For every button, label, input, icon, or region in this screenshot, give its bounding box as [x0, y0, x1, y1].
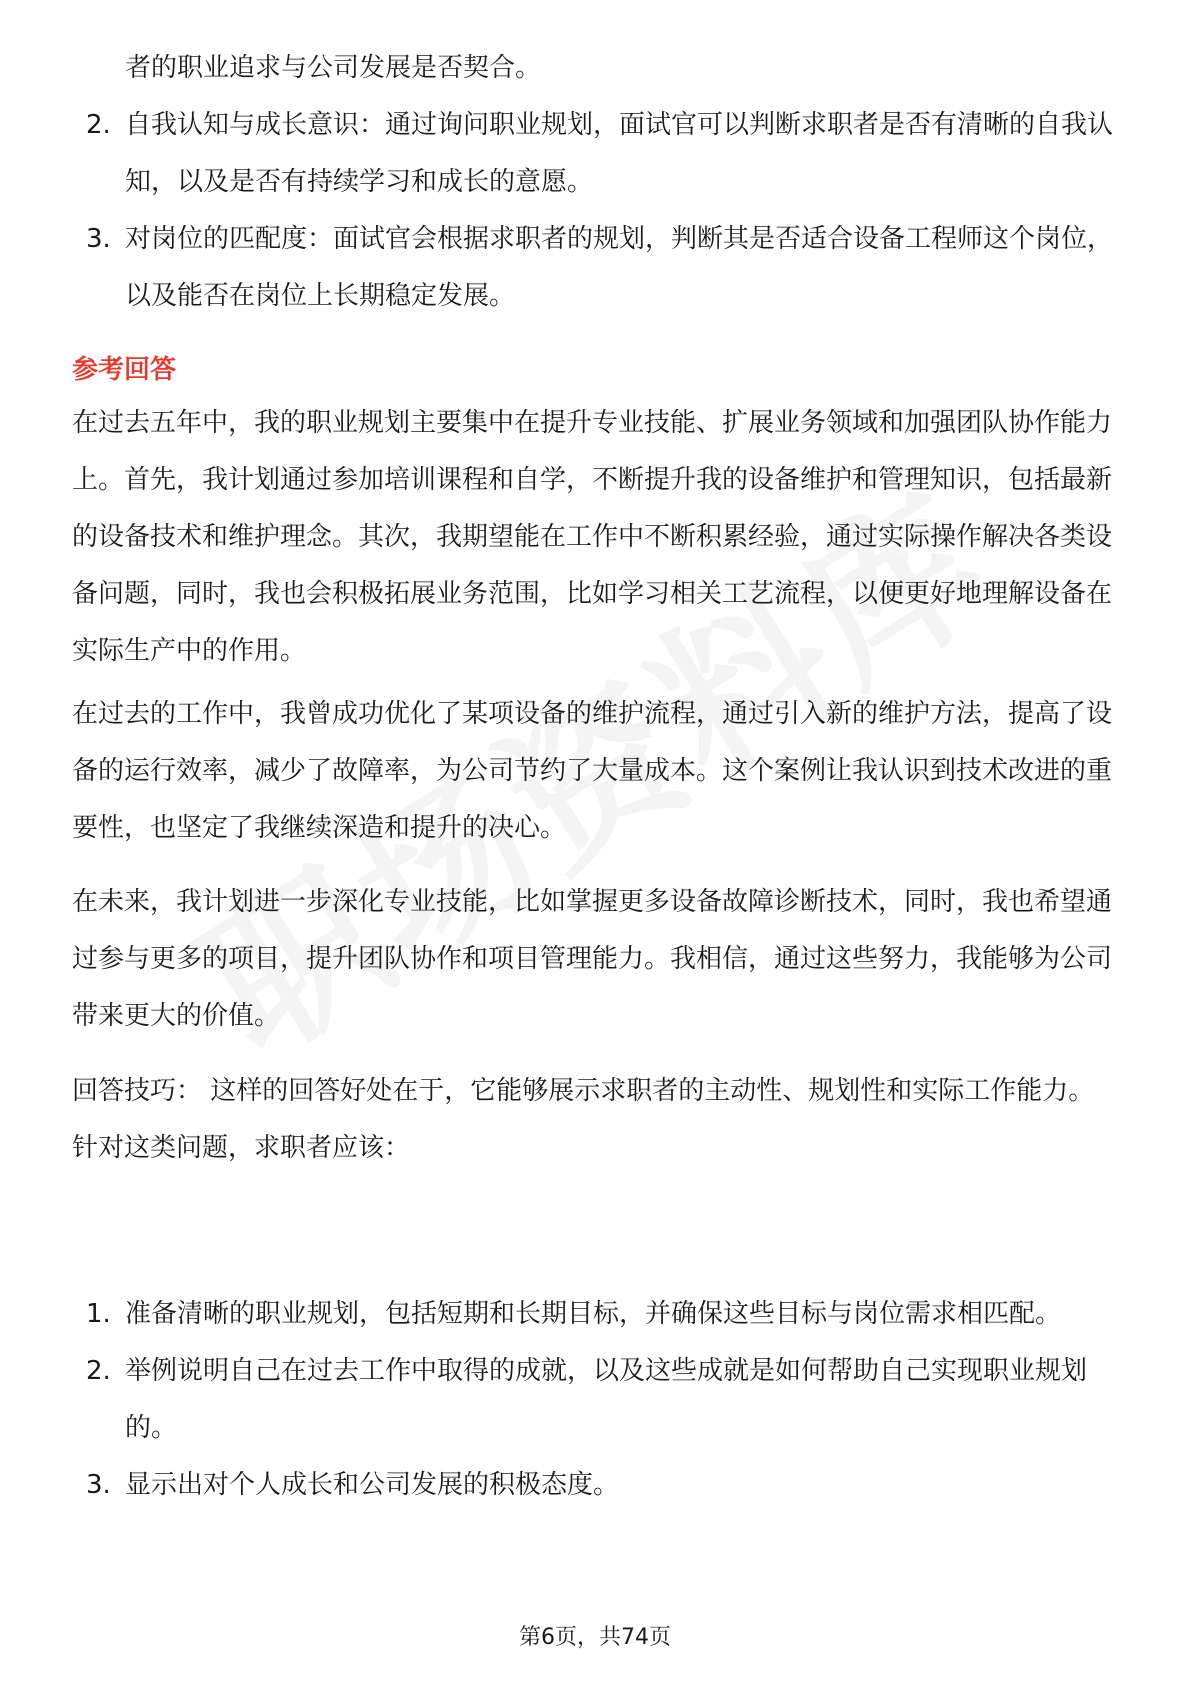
list-number: 1. [86, 1299, 111, 1329]
list-item [72, 1286, 1118, 1343]
answer-paragraph-2: 在过去的工作中，我曾成功优化了某项设备的维护流程，通过引入新的维护方法，提高了设备的运行效率，减少了故障率，为公司节约了大量成本。这个案例让我认识到技术改进的重要性，也坚定了我继续深造和提升的决心。 [72, 699, 1113, 843]
list-number: 3. [86, 224, 111, 254]
list-item-text: 对岗位的匹配度：面试官会根据求职者的规划，判断其是否适合设备工程师这个岗位，以及能否在岗位上长期稳定发展。 [125, 224, 1114, 311]
section-heading: 参考回答 [72, 355, 177, 385]
list-number: 2. [86, 1356, 111, 1386]
answer-paragraph-1: 在过去五年中，我的职业规划主要集中在提升专业技能、扩展业务领域和加强团队协作能力上。首先，我计划通过参加培训课程和自学，不断提升我的设备维护和管理知识，包括最新的设备技术和维护理念。其次，我期望能在工作中不断积累经验，通过实际操作解决各类设备问题，同时，我也会积极拓展业务范围，比如学习相关工艺流程，以便更好地理解设备在实际生产中的作用。 [72, 408, 1113, 666]
analysis-items [72, 97, 1118, 325]
list-number: 2. [86, 110, 111, 140]
list-number: 3. [86, 1470, 111, 1500]
list-item-text: 举例说明自己在过去工作中取得的成就，以及这些成就是如何帮助自己实现职业规划的。 [125, 1356, 1088, 1443]
list-item-text: 自我认知与成长意识：通过询问职业规划，面试官可以判断求职者是否有清晰的自我认知，以及是否有持续学习和成长的意愿。 [125, 110, 1114, 197]
tips-list [72, 1286, 1118, 1514]
list-item [72, 97, 1118, 211]
answer-paragraph-3: 在未来，我计划进一步深化专业技能，比如掌握更多设备故障诊断技术，同时，我也希望通过参与更多的项目，提升团队协作和项目管理能力。我相信，通过这些努力，我能够为公司带来更大的价值。 [72, 887, 1113, 1031]
list-item-text: 显示出对个人成长和公司发展的积极态度。 [125, 1470, 620, 1500]
list-item [72, 1343, 1118, 1457]
list-item [72, 211, 1118, 325]
list-item-continuation: 者的职业追求与公司发展是否契合。 [125, 53, 542, 83]
page-footer: 第6页，共74页 [519, 1625, 671, 1650]
list-item-text: 准备清晰的职业规划，包括短期和长期目标，并确保这些目标与岗位需求相匹配。 [125, 1299, 1062, 1329]
list-item [72, 1457, 1118, 1514]
question-analysis-list [72, 40, 1118, 325]
answer-tips-intro: 回答技巧： 这样的回答好处在于，它能够展示求职者的主动性、规划性和实际工作能力。针对这类问题，求职者应该： [72, 1076, 1095, 1163]
